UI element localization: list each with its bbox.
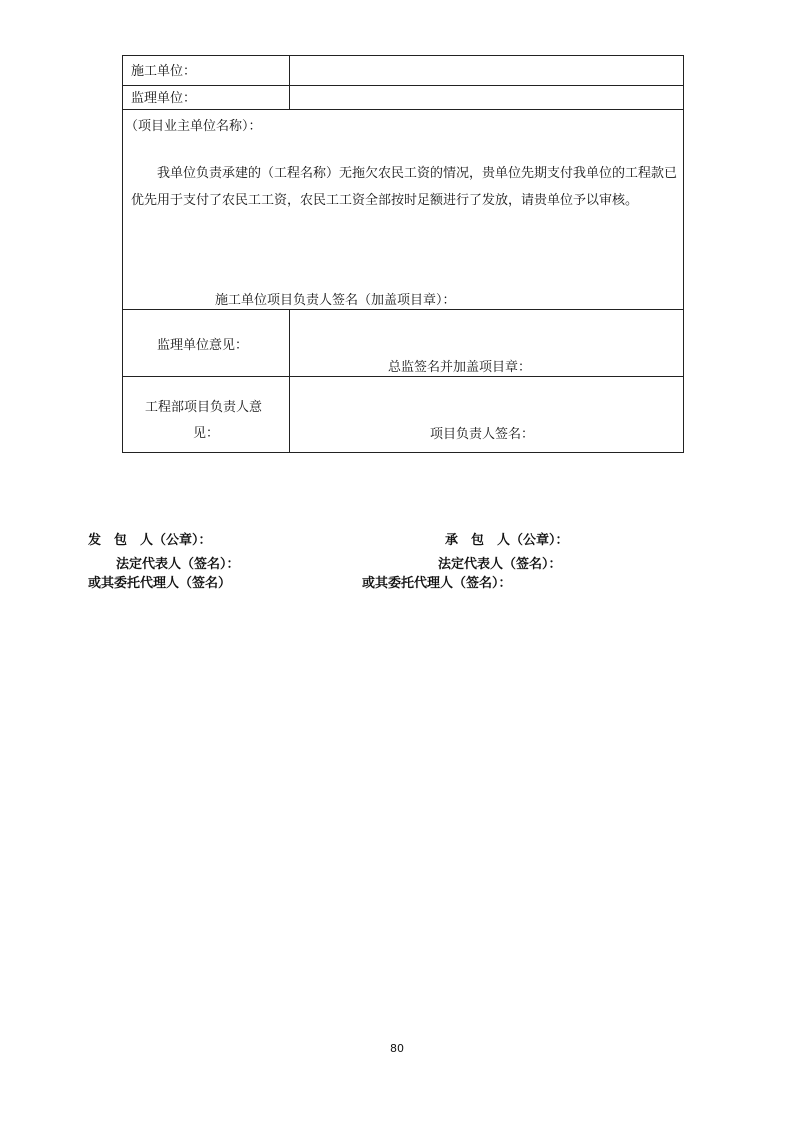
addressee-line: （项目业主单位名称）：	[125, 119, 262, 134]
construction-unit-field[interactable]	[291, 57, 681, 84]
row-divider	[123, 109, 683, 110]
row-divider	[123, 85, 683, 86]
project-leader-signature-label: 项目负责人签名：	[430, 427, 535, 442]
row-divider	[123, 376, 683, 377]
employer-agent-label: 或其委托代理人（签名）	[88, 576, 232, 591]
declaration-paragraph: 我单位负责承建的（工程名称）无拖欠农民工资的情况，贵单位先期支付我单位的工程款已优先用于支付了农民工工资，农民工工资全部按时足额进行了发放，请贵单位予以审核。	[131, 166, 678, 208]
contractor-party-label: 承 包 人（公章）：	[445, 533, 569, 548]
dept-opinion-label-cont: 见：	[193, 426, 220, 441]
dept-opinion-label: 工程部项目负责人意	[145, 400, 263, 415]
construction-unit-label: 施工单位：	[131, 64, 197, 79]
column-divider	[289, 309, 290, 453]
chief-supervisor-signature-label: 总监签名并加盖项目章：	[388, 360, 532, 375]
supervision-opinion-label: 监理单位意见：	[157, 338, 249, 353]
page-number: 80	[390, 1042, 404, 1055]
column-divider	[289, 56, 290, 109]
supervision-unit-label: 监理单位：	[131, 91, 197, 106]
supervision-unit-field[interactable]	[291, 87, 681, 108]
employer-legal-rep-label: 法定代表人（签名）：	[116, 557, 240, 572]
row-divider	[123, 309, 683, 310]
employer-party-label: 发 包 人（公章）：	[88, 533, 212, 548]
contractor-legal-rep-label: 法定代表人（签名）：	[438, 557, 562, 572]
contractor-signature-label: 施工单位项目负责人签名（加盖项目章）：	[215, 293, 456, 308]
contractor-agent-label: 或其委托代理人（签名）：	[362, 576, 512, 591]
form-table	[122, 55, 684, 453]
